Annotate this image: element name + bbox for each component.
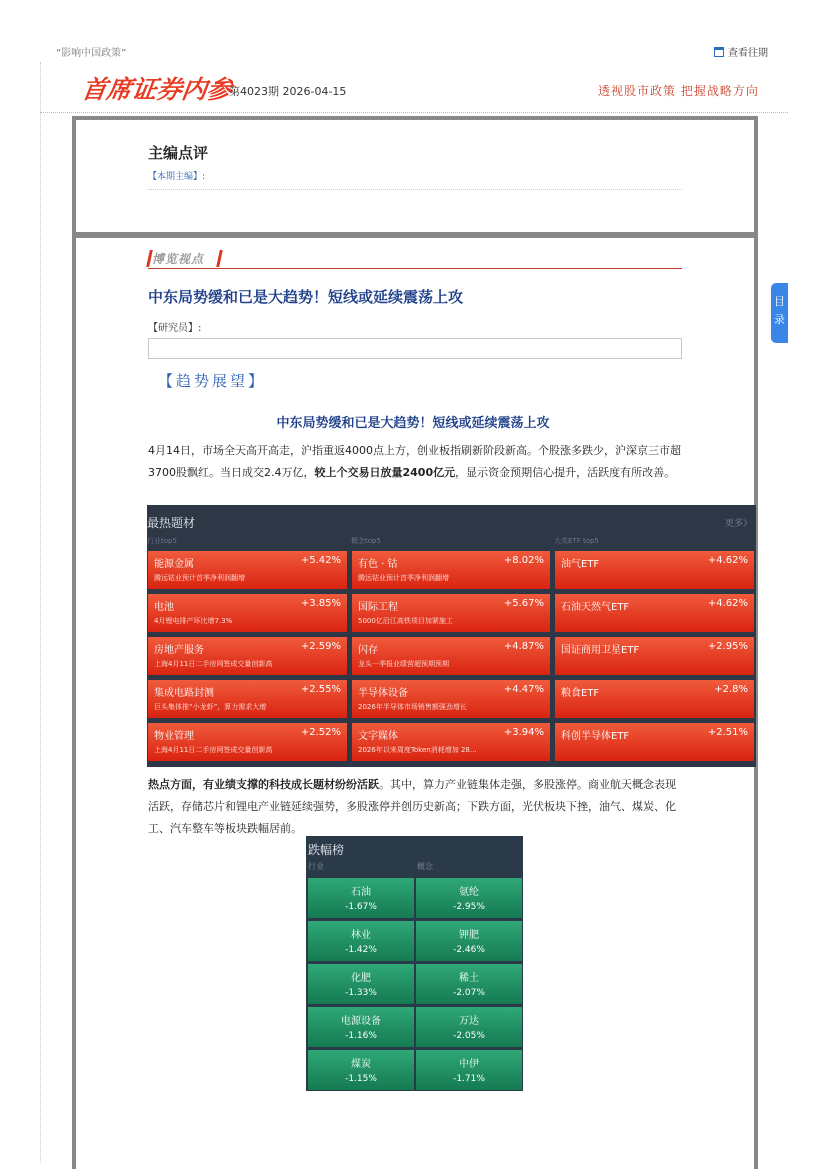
topic-change: +5.42% xyxy=(300,555,341,566)
topic-change: +4.47% xyxy=(503,684,544,695)
decliner-cell[interactable] xyxy=(416,1007,522,1047)
decliner-change: -1.42% xyxy=(345,945,377,955)
researcher-box xyxy=(148,338,682,359)
hot-topic-cell[interactable] xyxy=(352,637,550,675)
decliner-name: 化肥 xyxy=(351,973,371,984)
editorial-divider xyxy=(148,189,682,190)
hot-topic-cell[interactable] xyxy=(352,680,550,718)
decliner-change: -1.33% xyxy=(345,988,377,998)
hot-topic-cell[interactable] xyxy=(148,551,347,589)
topic-name: 油气ETF xyxy=(561,559,600,570)
topic-change: +4.62% xyxy=(707,598,748,609)
toc-tab[interactable]: 目录 xyxy=(771,283,788,343)
hot-board-more[interactable]: 更多》 xyxy=(724,519,752,529)
topic-desc: 上海4月11日二手房网签成交量创新高 xyxy=(154,660,273,668)
decliner-name: 氨纶 xyxy=(459,887,479,898)
slogan: 透视股市政策 把握战略方向 xyxy=(598,84,759,98)
paragraph-1 xyxy=(148,440,682,484)
tagline: “影响中国政策” xyxy=(56,48,127,59)
section-separator xyxy=(72,232,758,238)
decliner-cell[interactable] xyxy=(416,921,522,961)
bolan-bar-right xyxy=(216,250,223,267)
decliner-change: -1.16% xyxy=(345,1031,377,1041)
topic-name: 电池 xyxy=(154,602,174,613)
topic-change: +2.55% xyxy=(300,684,341,695)
topic-desc: 上海4月11日二手房网签成交量创新高 xyxy=(154,746,273,754)
hot-board-title: 最热题材 xyxy=(147,516,196,530)
decliner-cell[interactable] xyxy=(308,964,414,1004)
hot-category-industry: 行业top5 xyxy=(147,537,177,545)
left-dotted-guide xyxy=(40,62,41,1162)
topic-change: +2.8% xyxy=(714,684,748,695)
hot-topic-cell[interactable] xyxy=(148,680,347,718)
topic-name: 科创半导体ETF xyxy=(561,731,630,742)
fall-category-concept: 概念 xyxy=(417,862,433,871)
hot-topic-cell[interactable] xyxy=(148,637,347,675)
topic-name: 有色 · 钴 xyxy=(358,559,398,570)
topic-change: +4.62% xyxy=(707,555,748,566)
decliner-name: 煤炭 xyxy=(351,1059,371,1070)
decliner-name: 石油 xyxy=(351,887,371,898)
calendar-icon xyxy=(714,47,724,57)
topic-name: 文字媒体 xyxy=(358,731,398,742)
decliner-cell[interactable] xyxy=(416,1050,522,1090)
researcher-label: 【研究员】: xyxy=(148,323,202,334)
hot-topic-cell[interactable] xyxy=(352,594,550,632)
hot-topic-cell[interactable] xyxy=(555,594,754,632)
decliner-cell[interactable] xyxy=(416,964,522,1004)
decliner-name: 中伊 xyxy=(459,1059,479,1070)
topic-name: 半导体设备 xyxy=(358,688,408,699)
topic-change: +8.02% xyxy=(503,555,544,566)
topic-change: +3.94% xyxy=(503,727,544,738)
decliner-cell[interactable] xyxy=(308,921,414,961)
decliner-cell[interactable] xyxy=(416,878,522,918)
decliner-cell[interactable] xyxy=(308,878,414,918)
decliner-name: 钾肥 xyxy=(459,930,479,941)
paragraph-1-text-end: ，显示资金预期信心提升，活跃度有所改善。 xyxy=(455,466,676,479)
topic-change: +2.95% xyxy=(707,641,748,652)
hot-topic-cell[interactable] xyxy=(555,723,754,761)
topic-desc: 4月锂电排产环比增7.3% xyxy=(154,617,233,625)
paragraph-2 xyxy=(148,774,682,840)
topic-change: +5.67% xyxy=(503,598,544,609)
paragraph-1-text: 4月14日，市场全天高开高走，沪指重返4000点上方，创业板指刷新阶段新高。个股涨多跌少，沪深京三市超3700股飘红。当日成交2.4万亿， xyxy=(148,444,681,479)
topic-change: +4.87% xyxy=(503,641,544,652)
decliner-name: 万达 xyxy=(459,1016,479,1027)
decliners-board xyxy=(306,836,523,1091)
fall-category-industry: 行业 xyxy=(308,862,324,871)
trend-label: 【趋势展望】 xyxy=(158,372,267,390)
logo: 首席证券内参 xyxy=(79,75,234,104)
header-divider xyxy=(40,112,788,113)
bolan-label: 博览视点 xyxy=(152,252,205,266)
topic-name: 国证商用卫星ETF xyxy=(561,645,640,656)
fall-board-title: 跌幅榜 xyxy=(308,843,345,857)
topic-name: 粮食ETF xyxy=(561,688,600,699)
decliner-name: 林业 xyxy=(351,930,371,941)
hot-topic-cell[interactable] xyxy=(352,551,550,589)
decliner-change: -1.15% xyxy=(345,1074,377,1084)
topic-desc: 5000亿沿江高铁项目加紧施工 xyxy=(358,617,453,625)
hot-topics-board xyxy=(147,505,756,767)
archive-link[interactable] xyxy=(714,44,768,59)
issue-info: 第4023期 2026-04-15 xyxy=(229,85,347,98)
article-subheadline: 中东局势缓和已是大趋势！短线或延续震荡上攻 xyxy=(276,416,550,431)
decliner-name: 电源设备 xyxy=(341,1016,381,1027)
decliner-name: 稀土 xyxy=(459,973,479,984)
paragraph-1-bold: 较上个交易日放量2400亿元 xyxy=(314,466,456,479)
topic-change: +2.52% xyxy=(300,727,341,738)
topic-desc: 腾远钴业预计首季净利润翻增 xyxy=(358,574,449,582)
paragraph-2-text: 。其中，算力产业链集体走强，多股涨停。商业航天概念表现活跃，存储芯片和锂电产业链延续强势，多股涨停并创历史新高；下跌方面，光伏板块下挫，油气、煤炭、化工、汽车整车等板块跌幅居前。 xyxy=(148,778,676,835)
topic-desc: 巨头集体推“小龙虾”，算力需求大增 xyxy=(154,703,267,711)
hot-category-etf: 大类ETF top5 xyxy=(554,537,599,545)
hot-topic-cell[interactable] xyxy=(148,723,347,761)
topic-desc: 2026年半导体市场销售额强劲增长 xyxy=(358,703,467,711)
topic-desc: 2026年以来周度Token消耗增加 28... xyxy=(358,746,477,754)
topic-change: +2.59% xyxy=(300,641,341,652)
topic-name: 国际工程 xyxy=(358,602,398,613)
decliner-change: -2.07% xyxy=(453,988,485,998)
hot-topic-cell[interactable] xyxy=(555,637,754,675)
hot-topic-cell[interactable] xyxy=(352,723,550,761)
topic-desc: 腾远钴业预计首季净利润翻增 xyxy=(154,574,245,582)
decliner-change: -1.67% xyxy=(345,902,377,912)
topic-name: 闪存 xyxy=(358,645,378,656)
paragraph-2-bold: 热点方面，有业绩支撑的科技成长题材纷纷活跃 xyxy=(148,778,379,791)
hot-topic-cell[interactable] xyxy=(555,680,754,718)
topic-name: 石油天然气ETF xyxy=(561,602,630,613)
decliner-cell[interactable] xyxy=(308,1050,414,1090)
decliner-change: -1.71% xyxy=(453,1074,485,1084)
archive-label: 查看往期 xyxy=(728,48,768,59)
editor-label: 【本期主编】: xyxy=(148,172,206,182)
topic-change: +2.51% xyxy=(707,727,748,738)
hot-topic-cell[interactable] xyxy=(555,551,754,589)
topic-name: 房地产服务 xyxy=(154,645,204,656)
topic-change: +3.85% xyxy=(300,598,341,609)
article-headline: 中东局势缓和已是大趋势！短线或延续震荡上攻 xyxy=(148,288,464,306)
decliner-change: -2.95% xyxy=(453,902,485,912)
topic-desc: 龙头一季报业绩营超预期预期 xyxy=(358,660,449,668)
hot-category-concept: 概念top5 xyxy=(351,537,381,545)
topic-name: 集成电路封测 xyxy=(154,688,214,699)
editorial-title: 主编点评 xyxy=(148,144,209,162)
hot-topic-cell[interactable] xyxy=(148,594,347,632)
decliner-change: -2.46% xyxy=(453,945,485,955)
topic-name: 能源金属 xyxy=(154,559,194,570)
topic-name: 物业管理 xyxy=(154,731,194,742)
decliner-cell[interactable] xyxy=(308,1007,414,1047)
bolan-header xyxy=(148,248,682,269)
decliner-change: -2.05% xyxy=(453,1031,485,1041)
